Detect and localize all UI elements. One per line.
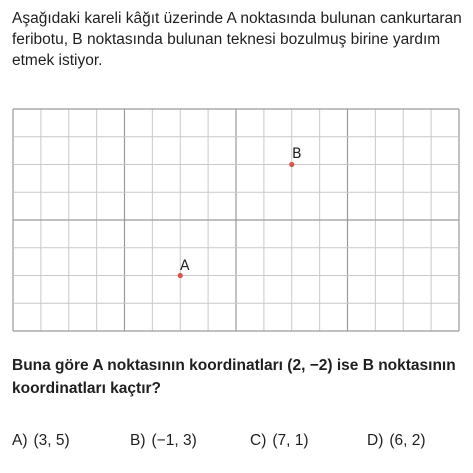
problem-intro-text: Aşağıdaki kareli kâğıt üzerinde A noktasında bulunan cankurtaran feribotu, B noktasında bulunan teknesi bozulmuş birine yardım etmek istiyor. xyxy=(12,10,462,69)
option-a[interactable] xyxy=(12,432,70,450)
question-text: Buna göre A noktasının koordinatları (2, −2) ise B noktasının koordinatları kaçtır? xyxy=(12,357,456,397)
option-d-value: (6, 2) xyxy=(389,432,426,449)
point-a-label: A xyxy=(180,258,190,274)
option-a-letter: A) xyxy=(12,432,28,449)
option-b[interactable] xyxy=(130,432,197,450)
option-a-value: (3, 5) xyxy=(33,432,70,449)
point-b-label: B xyxy=(292,146,302,162)
option-d[interactable] xyxy=(367,432,426,450)
option-d-letter: D) xyxy=(367,432,384,449)
option-b-letter: B) xyxy=(130,432,146,449)
option-c[interactable] xyxy=(250,432,309,450)
option-c-letter: C) xyxy=(250,432,267,449)
answer-options xyxy=(12,432,464,458)
point-b-marker xyxy=(289,162,294,167)
option-c-value: (7, 1) xyxy=(272,432,309,449)
square-grid-paper xyxy=(12,108,460,332)
option-b-value: (−1, 3) xyxy=(151,432,197,449)
grid-svg xyxy=(12,108,460,332)
